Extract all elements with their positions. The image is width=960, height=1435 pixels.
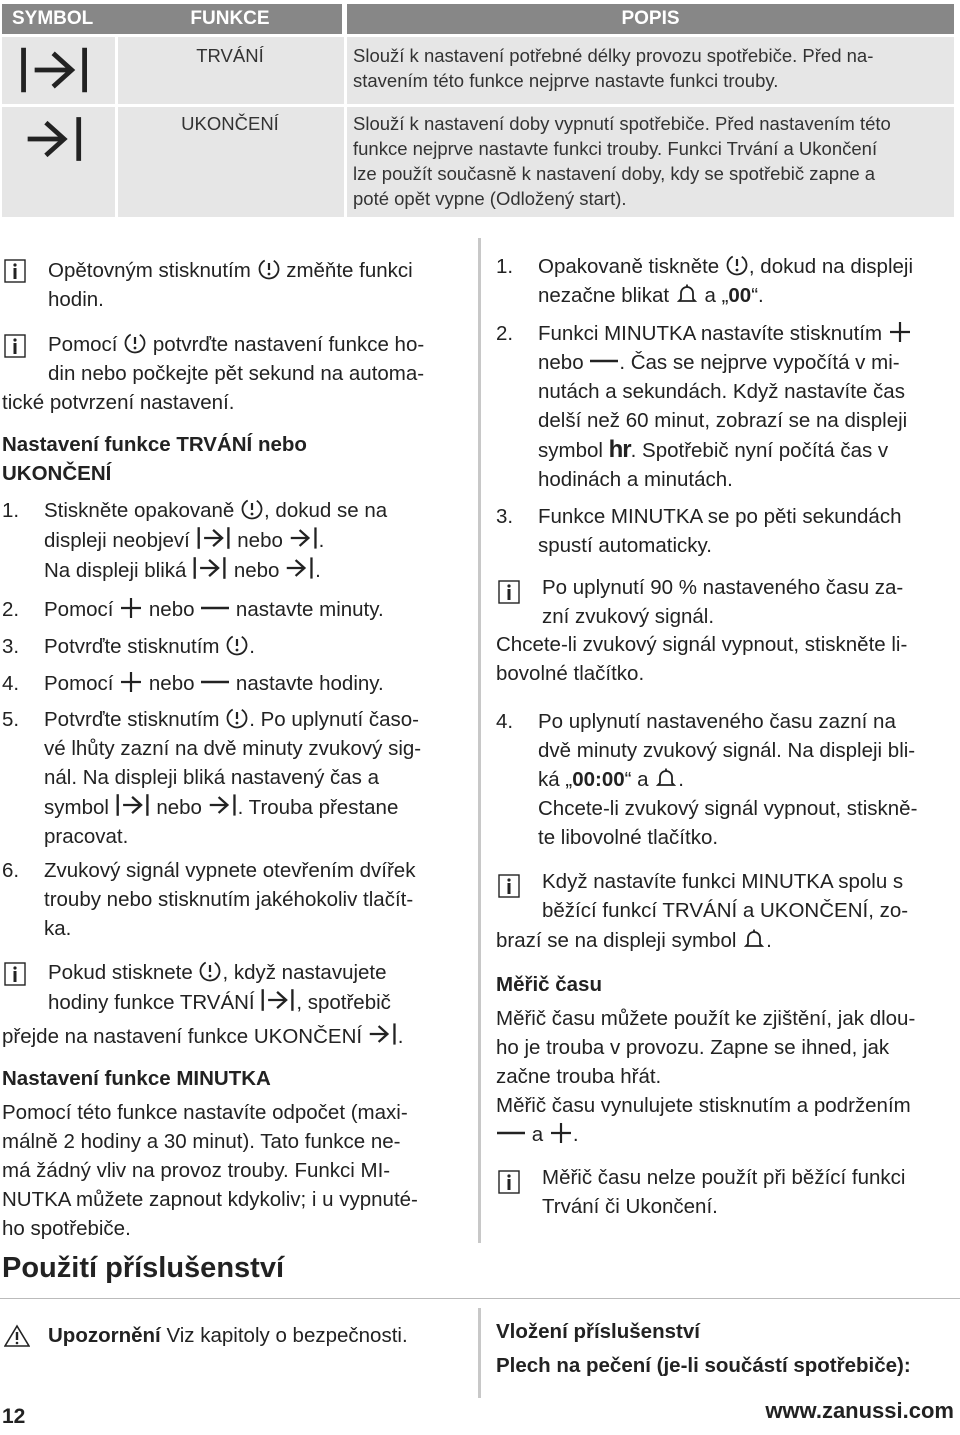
table-funkce-ukonceni: UKONČENÍ bbox=[181, 113, 279, 134]
end-time-icon bbox=[368, 1021, 398, 1047]
clock-button-icon bbox=[225, 706, 249, 730]
step-text: Funkci MINUTKA nastavíte stisknutím nebo . Čas se nejprve vypočítá v mi- nutách a sekundách. Když nastavíte čas delší než 60 minut, zobrazí se na displeji symbol hr. Spotřebič nyní počítá čas v hodinách a minutách. bbox=[538, 319, 958, 494]
step-number: 1. bbox=[2, 499, 20, 522]
note-text: tické potvrzení nastavení. bbox=[2, 391, 235, 414]
info-icon bbox=[498, 580, 520, 604]
plus-icon bbox=[888, 320, 912, 344]
plus-icon bbox=[119, 596, 143, 620]
table-header-popis: POPIS bbox=[347, 4, 954, 34]
step-number: 5. bbox=[2, 708, 20, 731]
note-text: brazí se na displeji symbol . bbox=[496, 929, 772, 952]
hr-symbol: hr bbox=[608, 436, 631, 463]
plus-icon bbox=[549, 1121, 573, 1145]
end-time-icon bbox=[208, 792, 238, 818]
clock-button-icon bbox=[257, 257, 281, 281]
end-time-icon bbox=[285, 555, 315, 581]
section-heading: Nastavení funkce TRVÁNÍ nebo UKONČENÍ bbox=[2, 433, 307, 485]
step-text: Potvrďte stisknutím . bbox=[44, 632, 474, 661]
step-number: 4. bbox=[2, 672, 20, 695]
clock-button-icon bbox=[198, 959, 222, 983]
step-text: Zvukový signál vypnete otevřením dvířek trouby nebo stisknutím jakéhokoliv tlačít- ka. bbox=[44, 859, 416, 940]
info-icon bbox=[4, 334, 26, 358]
page-number: 12 bbox=[2, 1405, 26, 1428]
section-heading: Plech na pečení (je-li součástí spotřebiče): bbox=[496, 1354, 911, 1377]
note-text: Po uplynutí 90 % nastaveného času za- zní zvukový signál. bbox=[542, 576, 904, 628]
info-icon bbox=[4, 259, 26, 283]
step-number: 4. bbox=[496, 710, 514, 733]
note-text: Pomocí potvrďte nastavení funkce ho- din nebo počkejte pět sekund na automa- bbox=[48, 330, 478, 388]
step-number: 2. bbox=[496, 322, 514, 345]
info-icon bbox=[498, 874, 520, 898]
step-text: Pomocí nebo nastavte hodiny. bbox=[44, 672, 384, 695]
section-heading: Nastavení funkce MINUTKA bbox=[2, 1067, 271, 1090]
minus-icon bbox=[200, 596, 230, 620]
note-text: přejde na nastavení funkce UKONČENÍ . bbox=[2, 1021, 472, 1051]
note-text: Pokud stisknete , když nastavujete hodiny funkce TRVÁNÍ , spotřebič bbox=[48, 958, 478, 1017]
step-number: 3. bbox=[2, 635, 20, 658]
minus-icon bbox=[496, 1121, 526, 1145]
clock-button-icon bbox=[123, 331, 147, 355]
step-text: Stiskněte opakovaně , dokud se na displeji neobjeví nebo . Na displeji bliká nebo . bbox=[44, 496, 474, 585]
bell-icon bbox=[654, 766, 678, 790]
plus-icon bbox=[119, 670, 143, 694]
minus-icon bbox=[200, 670, 230, 694]
info-icon bbox=[4, 962, 26, 986]
step-text: Pomocí nebo nastavte minuty. bbox=[44, 598, 384, 621]
column-divider bbox=[478, 238, 481, 1243]
table-popis-ukonceni: Slouží k nastavení doby vypnutí spotřebiče. Před nastavením této funkce nejprve nastavte funkci trouby. Funkci Trvání a Ukončení lze použít současně k nastavení doby, kdy se spotřebič zapne a poté opět vypne (Odložený start). bbox=[353, 113, 891, 209]
bell-icon bbox=[675, 282, 699, 306]
duration-icon bbox=[192, 555, 228, 581]
section-heading: Vložení příslušenství bbox=[496, 1320, 700, 1343]
warning-icon bbox=[4, 1324, 30, 1348]
duration-icon bbox=[196, 525, 232, 551]
step-number: 2. bbox=[2, 598, 20, 621]
end-time-icon bbox=[24, 113, 86, 165]
minus-icon bbox=[589, 349, 619, 373]
step-number: 1. bbox=[496, 255, 514, 278]
step-text: Opakovaně tiskněte , dokud na displeji nezačne blikat a „00“. bbox=[538, 252, 958, 310]
website-link[interactable]: www.zanussi.com bbox=[765, 1398, 954, 1423]
info-icon bbox=[498, 1170, 520, 1194]
clock-button-icon bbox=[240, 497, 264, 521]
table-funkce-trvani: TRVÁNÍ bbox=[196, 45, 264, 66]
step-text: Potvrďte stisknutím . Po uplynutí časo- vé lhůty zazní na dvě minuty zvukový sig- nál. Na displeji bliká nastavený čas a symbol nebo . Trouba přestane pracovat. bbox=[44, 705, 474, 851]
table-header-symbol: SYMBOL bbox=[2, 4, 123, 34]
section-title: Použití příslušenství bbox=[2, 1252, 284, 1284]
table-popis-trvani: Slouží k nastavení potřebné délky provozu spotřebiče. Před na- stavením této funkce nejprve nastavte funkci trouby. bbox=[353, 45, 874, 91]
step-number: 6. bbox=[2, 859, 20, 882]
note-text: Měřič času nelze použít při běžící funkci Trvání či Ukončení. bbox=[542, 1166, 906, 1218]
table-header-funkce: FUNKCE bbox=[118, 4, 342, 34]
step-text: Po uplynutí nastaveného času zazní na dvě minuty zvukový signál. Na displeji bli- ká „00:00“ a . Chcete-li zvukový signál vypnout, stiskně- te libovolné tlačítko. bbox=[538, 710, 918, 849]
note-text: Když nastavíte funkci MINUTKA spolu s běžící funkcí TRVÁNÍ a UKONČENÍ, zo- bbox=[542, 870, 909, 922]
section-heading: Měřič času bbox=[496, 973, 602, 996]
paragraph: Měřič času můžete použít ke zjištění, jak dlou- ho je trouba v provozu. Zapne se ihned, jak začne trouba hřát. Měřič času vynulujete stisknutím a podržením a . bbox=[496, 1007, 916, 1146]
paragraph: Pomocí této funkce nastavíte odpočet (maxi- málně 2 hodiny a 30 minut). Tato funkce ne- má žádný vliv na provoz trouby. Funkci MI- NUTKA můžete zapnout kdykoliv; i u vypnuté- ho spotřebiče. bbox=[2, 1101, 418, 1240]
duration-icon bbox=[18, 44, 92, 96]
step-text: Funkce MINUTKA se po pěti sekundách spustí automaticky. bbox=[538, 505, 902, 557]
note-text: Chcete-li zvukový signál vypnout, stiskněte li- bovolné tlačítko. bbox=[496, 633, 908, 685]
bell-icon bbox=[742, 927, 766, 951]
end-time-icon bbox=[289, 525, 319, 551]
duration-icon bbox=[115, 792, 151, 818]
column-divider bbox=[478, 1308, 481, 1398]
step-number: 3. bbox=[496, 505, 514, 528]
divider bbox=[0, 1298, 960, 1299]
clock-button-icon bbox=[225, 633, 249, 657]
duration-icon bbox=[260, 987, 296, 1013]
note-text: Opětovným stisknutím změňte funkci hodin. bbox=[48, 256, 468, 314]
clock-button-icon bbox=[725, 253, 749, 277]
warning-text: Upozornění Viz kapitoly o bezpečnosti. bbox=[48, 1324, 408, 1347]
